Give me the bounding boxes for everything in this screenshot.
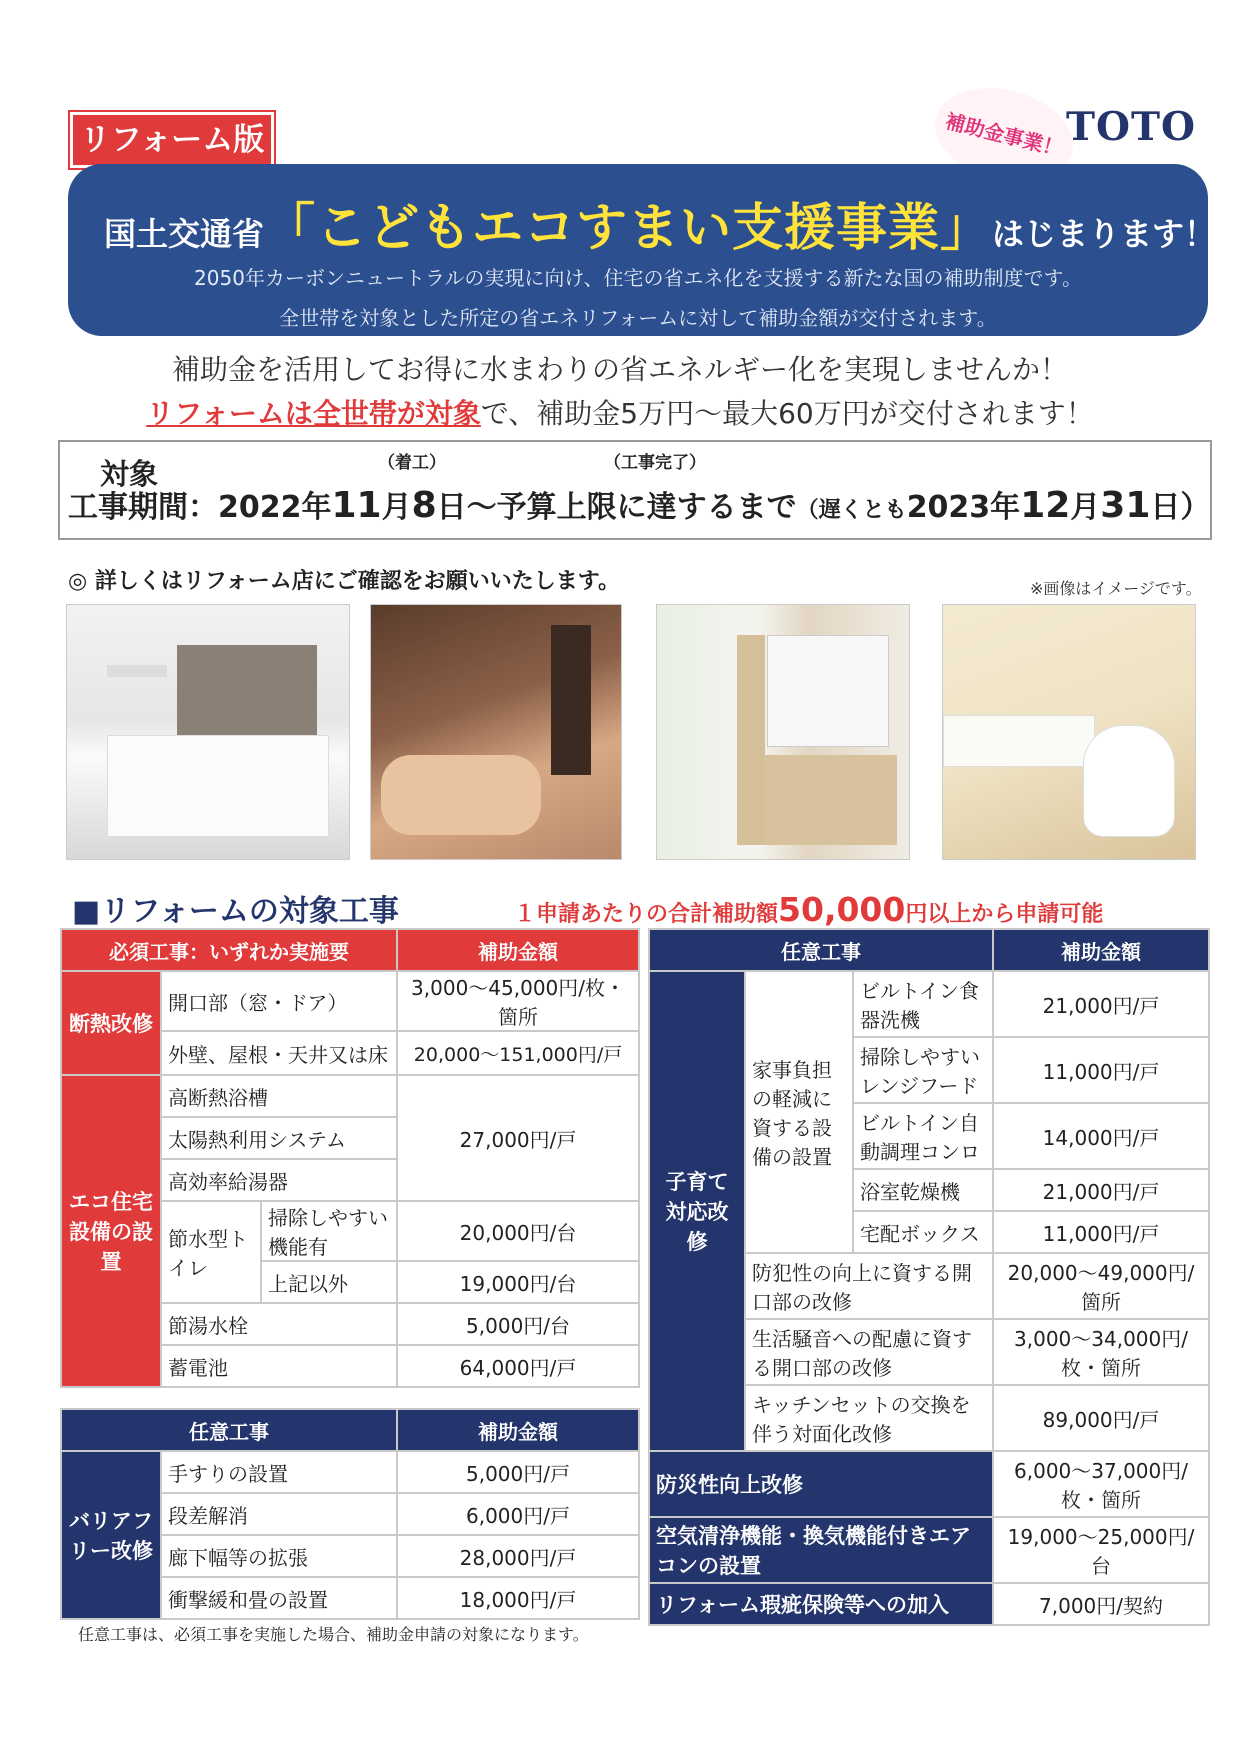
amount-bath-dryer: 21,000円/戸 <box>993 1169 1209 1211</box>
barrier-free-table <box>60 1408 640 1620</box>
amount-toilet-clean: 20,000円/台 <box>397 1201 639 1261</box>
image-note: ※画像はイメージです。 <box>1030 579 1202 598</box>
category-insulation: 断熱改修 <box>61 971 161 1075</box>
header-optional-work: 任意工事 <box>61 1409 397 1451</box>
amount-handrail: 5,000円/戸 <box>397 1451 639 1493</box>
amount-step: 6,000円/戸 <box>397 1493 639 1535</box>
item-noise: 生活騒音への配慮に資する開口部の改修 <box>745 1319 993 1385</box>
period-end-note: （工事完了） <box>604 453 706 473</box>
vanity-photo <box>656 604 910 860</box>
table-header-row <box>649 929 1209 971</box>
item-toilet-other: 上記以外 <box>261 1261 397 1303</box>
table-row <box>649 1517 1209 1583</box>
amount-opening: 3,000～45,000円/枚・箇所 <box>397 971 639 1031</box>
item-corridor: 廊下幅等の拡張 <box>161 1535 397 1577</box>
contact-notice: ◎ 詳しくはリフォーム店にご確認をお願いいたします。 <box>68 569 620 594</box>
amount-toilet-other: 19,000円/台 <box>397 1261 639 1303</box>
amount-aircon: 19,000～25,000円/台 <box>993 1517 1209 1583</box>
required-works-table <box>60 928 640 1388</box>
table-row <box>649 971 1209 1037</box>
table-row <box>649 1583 1209 1625</box>
optional-works-table <box>648 928 1210 1626</box>
period-target-label: 対象 <box>100 457 159 491</box>
item-battery: 蓄電池 <box>161 1345 397 1387</box>
section-title: ■リフォームの対象工事 <box>72 894 399 929</box>
edition-badge: リフォーム版 <box>68 110 276 170</box>
banner-subtitle-2: 全世帯を対象とした所定の省エネリフォームに対して補助金額が交付されます。 <box>279 306 997 330</box>
item-toilet: 節水型トイレ <box>161 1201 261 1303</box>
amount-insurance: 7,000円/契約 <box>993 1583 1209 1625</box>
lead-line-1: 補助金を活用してお得に水まわりの省エネルギー化を実現しませんか！ <box>171 353 1068 386</box>
item-aircon: 空気清浄機能・換気機能付きエアコンの設置 <box>649 1517 993 1583</box>
header-optional-work: 任意工事 <box>649 929 993 971</box>
item-handrail: 手すりの設置 <box>161 1451 397 1493</box>
bathroom-photo <box>370 604 622 860</box>
item-insurance: リフォーム瑕疵保険等への加入 <box>649 1583 993 1625</box>
item-housework: 家事負担の軽減に資する設備の設置 <box>745 971 853 1253</box>
item-disaster: 防災性向上改修 <box>649 1451 993 1517</box>
item-wall: 外壁、屋根・天井又は床 <box>161 1031 397 1075</box>
category-eco-equipment: エコ住宅設備の設置 <box>61 1075 161 1387</box>
amount-crime-prevention: 20,000～49,000円/箇所 <box>993 1253 1209 1319</box>
header-amount: 補助金額 <box>397 929 639 971</box>
header-amount: 補助金額 <box>993 929 1209 971</box>
period-start-note: （着工） <box>378 453 446 473</box>
item-auto-stove: ビルトイン自動調理コンロ <box>853 1103 993 1169</box>
banner-title: 国土交通省「こどもエコすまい支援事業」はじまります！ <box>104 199 1217 258</box>
header-required-work: 必須工事：いずれか実施要 <box>61 929 397 971</box>
amount-faucet: 5,000円/台 <box>397 1303 639 1345</box>
footnote: 任意工事は、必須工事を実施した場合、補助金申請の対象になります。 <box>78 1625 589 1644</box>
header-amount: 補助金額 <box>397 1409 639 1451</box>
item-faucet: 節湯水栓 <box>161 1303 397 1345</box>
item-crime-prevention: 防犯性の向上に資する開口部の改修 <box>745 1253 993 1319</box>
item-tatami: 衝撃緩和畳の設置 <box>161 1577 397 1619</box>
amount-disaster: 6,000～37,000円/枚・箇所 <box>993 1451 1209 1517</box>
category-childcare: 子育て対応改修 <box>649 971 745 1451</box>
brand-logo: TOTO <box>1066 104 1196 150</box>
item-dishwasher: ビルトイン食器洗機 <box>853 971 993 1037</box>
toilet-photo <box>942 604 1196 860</box>
lead-line-2: リフォームは全世帯が対象で、補助金5万円～最大60万円が交付されます！ <box>146 397 1094 430</box>
item-step: 段差解消 <box>161 1493 397 1535</box>
amount-tatami: 18,000円/戸 <box>397 1577 639 1619</box>
amount-auto-stove: 14,000円/戸 <box>993 1103 1209 1169</box>
table-row <box>61 971 639 1031</box>
amount-wall: 20,000～151,000円/戸 <box>397 1031 639 1075</box>
table-header-row <box>61 1409 639 1451</box>
amount-battery: 64,000円/戸 <box>397 1345 639 1387</box>
amount-dishwasher: 21,000円/戸 <box>993 971 1209 1037</box>
item-toilet-clean: 掃除しやすい機能有 <box>261 1201 397 1261</box>
table-row <box>61 1075 639 1117</box>
item-bath-dryer: 浴室乾燥機 <box>853 1169 993 1211</box>
minimum-amount-note: １申請あたりの合計補助額50,000円以上から申請可能 <box>514 890 1104 929</box>
table-row <box>649 1451 1209 1517</box>
table-header-row <box>61 929 639 971</box>
item-kitchen-facing: キッチンセットの交換を伴う対面化改修 <box>745 1385 993 1451</box>
amount-delivery-box: 11,000円/戸 <box>993 1211 1209 1253</box>
category-barrier-free: バリアフリー改修 <box>61 1451 161 1619</box>
item-delivery-box: 宅配ボックス <box>853 1211 993 1253</box>
item-range-hood: 掃除しやすいレンジフード <box>853 1037 993 1103</box>
construction-period: 工事期間：2022年11月8日～予算上限に達するまで（遅くとも2023年12月31日） <box>68 485 1211 526</box>
amount-kitchen-facing: 89,000円/戸 <box>993 1385 1209 1451</box>
amount-corridor: 28,000円/戸 <box>397 1535 639 1577</box>
amount-noise: 3,000～34,000円/枚・箇所 <box>993 1319 1209 1385</box>
banner-subtitle-1: 2050年カーボンニュートラルの実現に向け、住宅の省エネ化を支援する新たな国の補助制度です。 <box>194 266 1082 290</box>
amount-eco-group: 27,000円/戸 <box>397 1075 639 1201</box>
amount-range-hood: 11,000円/戸 <box>993 1037 1209 1103</box>
item-boiler: 高効率給湯器 <box>161 1159 397 1201</box>
kitchen-photo <box>66 604 350 860</box>
item-bath: 高断熱浴槽 <box>161 1075 397 1117</box>
item-opening: 開口部（窓・ドア） <box>161 971 397 1031</box>
subsidy-stamp: 補助金事業！ <box>925 74 1083 195</box>
table-row <box>61 1451 639 1493</box>
item-solar: 太陽熱利用システム <box>161 1117 397 1159</box>
